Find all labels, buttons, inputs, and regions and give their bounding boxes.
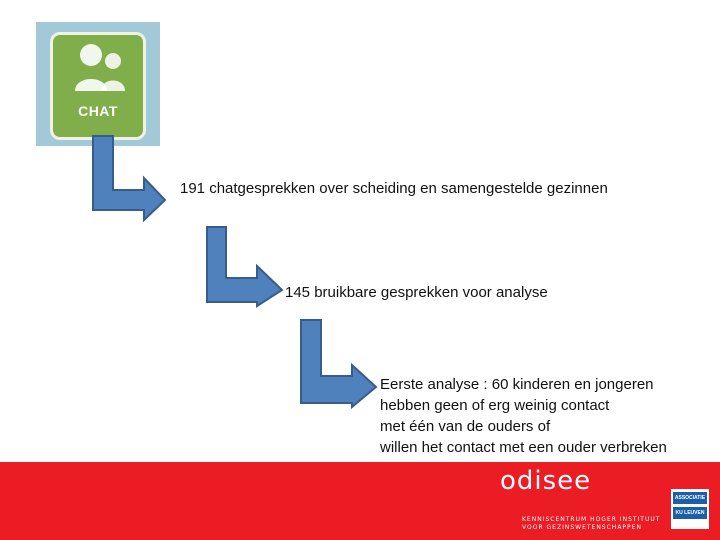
chat-bubbles-icon (69, 41, 129, 103)
odisee-subtitle-line-2: VOOR GEZINSWETENSCHAPPEN (522, 524, 642, 531)
step-1-text: 191 chatgesprekken over scheiding en samengestelde gezinnen (180, 180, 608, 197)
step-3-line-4: willen het contact met een ouder verbreken (380, 439, 667, 456)
chat-logo (36, 22, 160, 146)
associatie-badge-top: ASSOCIATIE (673, 492, 707, 504)
step-3-line-1: Eerste analyse : 60 kinderen en jongeren (380, 376, 654, 393)
step-2-text: 145 bruikbare gesprekken voor analyse (285, 284, 548, 301)
odisee-subtitle-line-1: KENNISCENTRUM HOGER INSTITUUT (522, 516, 661, 523)
chat-logo-tile (50, 32, 146, 140)
step-arrow-1 (90, 134, 170, 220)
step-3-line-3: met één van de ouders of (380, 418, 551, 435)
associatie-badge (671, 489, 709, 529)
step-arrow-2 (205, 226, 285, 306)
step-3-line-2: hebben geen of erg weinig contact (380, 397, 610, 414)
step-3-text-block (380, 374, 667, 458)
associatie-badge-bottom: KU LEUVEN (673, 507, 707, 519)
odisee-logo: odisee (500, 466, 592, 496)
footer-bar (0, 462, 720, 540)
odisee-subtitle (522, 516, 660, 532)
step-arrow-3 (299, 319, 379, 407)
chat-logo-label: CHAT (78, 103, 118, 119)
